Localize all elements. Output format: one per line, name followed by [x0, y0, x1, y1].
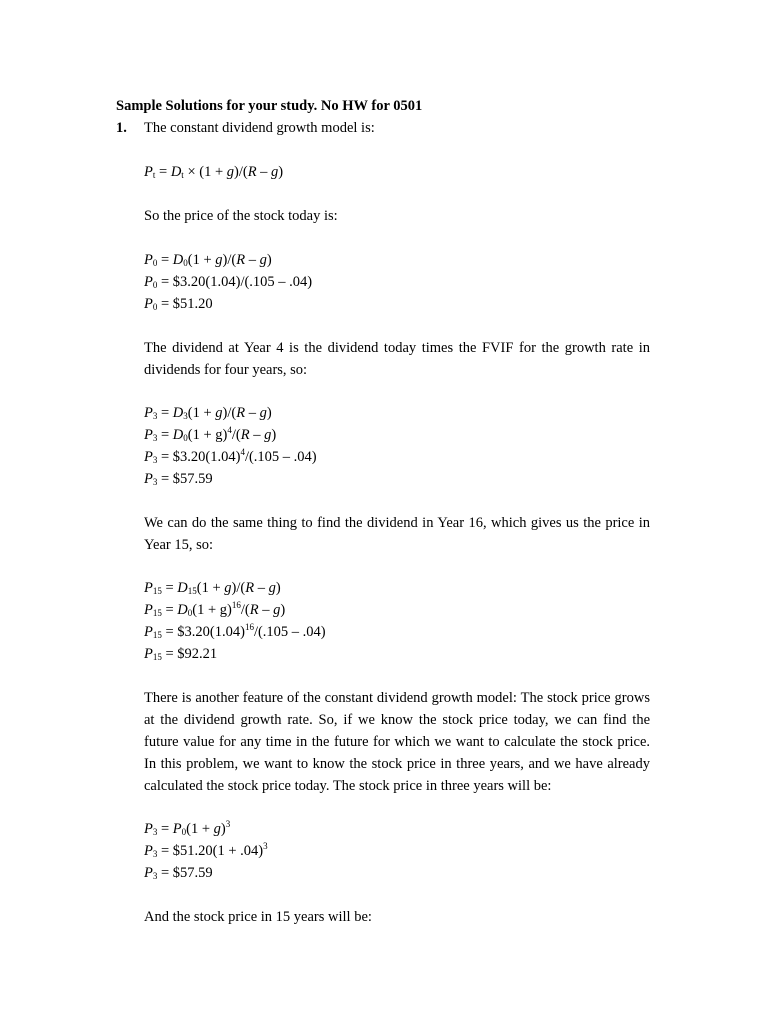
- formula-line: [144, 842, 268, 860]
- subscript: 3: [152, 433, 158, 443]
- symbol: g: [273, 602, 281, 618]
- text: ): [266, 405, 272, 421]
- formula-line: [144, 404, 272, 422]
- symbol: P: [144, 624, 153, 640]
- text: (1 + g): [187, 427, 228, 443]
- symbol: P: [144, 296, 153, 312]
- text: (1 +: [186, 821, 214, 837]
- formula-line: [144, 426, 276, 444]
- subscript: 15: [152, 608, 162, 618]
- symbol: P: [144, 646, 153, 662]
- formula-line: [144, 579, 281, 597]
- text: =: [157, 821, 173, 837]
- subscript: 15: [152, 586, 162, 596]
- symbol: P: [144, 471, 153, 487]
- text: ): [278, 164, 284, 180]
- text: –: [258, 602, 274, 618]
- symbol: g: [215, 405, 223, 421]
- subscript: 0: [152, 258, 158, 268]
- symbol: g: [226, 164, 234, 180]
- symbol: P: [144, 252, 153, 268]
- symbol: D: [172, 405, 184, 421]
- text: =: [155, 164, 171, 180]
- feature-paragraph: There is another feature of the constant dividend growth model: The stock price grows at the dividend growth rate. So, if we know the stock price today, we can find the future value for any time in the future for which we want to calculate the stock price. In this problem, we want to know the stock price in three years, and we have already calculated the stock price today. The stock price in three years will be:: [144, 690, 650, 794]
- document-title: Sample Solutions for your study. No HW for 0501: [116, 98, 423, 114]
- intro-text: The constant dividend growth model is:: [144, 120, 375, 136]
- year16-paragraph: We can do the same thing to find the dividend in Year 16, which gives us the price in Year 15, so:: [144, 515, 650, 553]
- text: )/(: [234, 164, 248, 180]
- subscript: t: [152, 170, 156, 180]
- superscript: 3: [263, 841, 268, 851]
- text: –: [254, 580, 269, 596]
- subscript: 15: [152, 630, 162, 640]
- text: =: [157, 252, 173, 268]
- subscript: 0: [181, 827, 187, 837]
- symbol: R: [240, 427, 250, 443]
- text: = $51.20(1 + .04): [157, 843, 264, 859]
- subscript: 0: [152, 302, 158, 312]
- text: ): [280, 602, 286, 618]
- price-today-intro: So the price of the stock today is:: [144, 208, 338, 224]
- text: =: [157, 427, 173, 443]
- symbol: P: [144, 602, 153, 618]
- text: =: [157, 405, 173, 421]
- symbol: g: [259, 252, 267, 268]
- symbol: g: [215, 252, 223, 268]
- symbol: R: [236, 252, 246, 268]
- formula-line: [144, 623, 326, 641]
- text: × (1 +: [183, 164, 227, 180]
- formula-line: [144, 273, 312, 291]
- superscript: 16: [244, 622, 254, 632]
- text: =: [161, 580, 178, 596]
- subscript: 0: [187, 608, 193, 618]
- superscript: 16: [231, 600, 241, 610]
- symbol: g: [268, 580, 276, 596]
- text: = $92.21: [161, 646, 218, 662]
- subscript: 3: [152, 477, 158, 487]
- text: = $3.20(1.04)/(.105 – .04): [157, 274, 313, 290]
- subscript: 3: [152, 455, 158, 465]
- symbol: g: [264, 427, 272, 443]
- symbol: g: [213, 821, 221, 837]
- text: )/(: [222, 252, 237, 268]
- question-number: 1.: [116, 120, 127, 136]
- text: –: [256, 164, 272, 180]
- subscript: 0: [183, 258, 188, 268]
- text: )/(: [231, 580, 246, 596]
- superscript: 4: [227, 425, 232, 435]
- symbol: P: [144, 405, 153, 421]
- symbol: D: [170, 164, 182, 180]
- text: ): [271, 427, 277, 443]
- text: = $3.20(1.04): [161, 624, 245, 640]
- text: –: [245, 405, 260, 421]
- subscript: 0: [152, 280, 158, 290]
- text: ): [266, 252, 272, 268]
- text: (1 +: [196, 580, 225, 596]
- text: = $3.20(1.04): [157, 449, 241, 465]
- text: /(: [231, 427, 241, 443]
- symbol: g: [224, 580, 232, 596]
- symbol: P: [144, 449, 153, 465]
- text: –: [249, 427, 265, 443]
- subscript: t: [181, 170, 184, 180]
- model-formula: [144, 163, 283, 181]
- subscript: 3: [183, 411, 188, 421]
- text: /(.105 – .04): [253, 624, 326, 640]
- formula-line: [144, 864, 213, 882]
- symbol: D: [172, 427, 184, 443]
- symbol: D: [177, 602, 188, 618]
- formula-line: [144, 645, 217, 663]
- superscript: 4: [240, 447, 245, 457]
- subscript: 3: [152, 411, 158, 421]
- subscript: 3: [152, 827, 158, 837]
- symbol: g: [271, 164, 279, 180]
- formula-line: [144, 295, 213, 313]
- symbol: D: [172, 252, 184, 268]
- formula-line: [144, 820, 230, 838]
- text: )/(: [222, 405, 237, 421]
- symbol: R: [245, 580, 255, 596]
- text: (1 + g): [192, 602, 232, 618]
- text: =: [161, 602, 178, 618]
- formula-line: [144, 251, 272, 269]
- subscript: 0: [183, 433, 188, 443]
- symbol: R: [247, 164, 257, 180]
- symbol: P: [144, 427, 153, 443]
- symbol: P: [144, 164, 153, 180]
- symbol: P: [144, 865, 153, 881]
- year4-paragraph: The dividend at Year 4 is the dividend today times the FVIF for the growth rate in dividends for four years, so:: [144, 340, 650, 378]
- text: (1 +: [187, 405, 216, 421]
- text: ): [275, 580, 281, 596]
- subscript: 3: [152, 871, 158, 881]
- symbol: P: [144, 843, 153, 859]
- subscript: 3: [152, 849, 158, 859]
- symbol: g: [259, 405, 267, 421]
- text: /(.105 – .04): [244, 449, 317, 465]
- symbol: R: [236, 405, 246, 421]
- text: = $51.20: [157, 296, 213, 312]
- subscript: 15: [152, 652, 162, 662]
- text: /(: [240, 602, 250, 618]
- symbol: D: [177, 580, 188, 596]
- formula-line: [144, 601, 285, 619]
- symbol: P: [144, 274, 153, 290]
- text: = $57.59: [157, 865, 213, 881]
- final-line: And the stock price in 15 years will be:: [144, 909, 372, 925]
- superscript: 3: [225, 819, 231, 829]
- symbol: P: [144, 580, 153, 596]
- text: –: [245, 252, 260, 268]
- symbol: R: [249, 602, 259, 618]
- subscript: 15: [187, 586, 197, 596]
- formula-line: [144, 448, 317, 466]
- symbol: P: [144, 821, 153, 837]
- symbol: P: [172, 821, 182, 837]
- text: = $57.59: [157, 471, 213, 487]
- formula-line: [144, 470, 213, 488]
- text: ): [220, 821, 226, 837]
- text: (1 +: [187, 252, 216, 268]
